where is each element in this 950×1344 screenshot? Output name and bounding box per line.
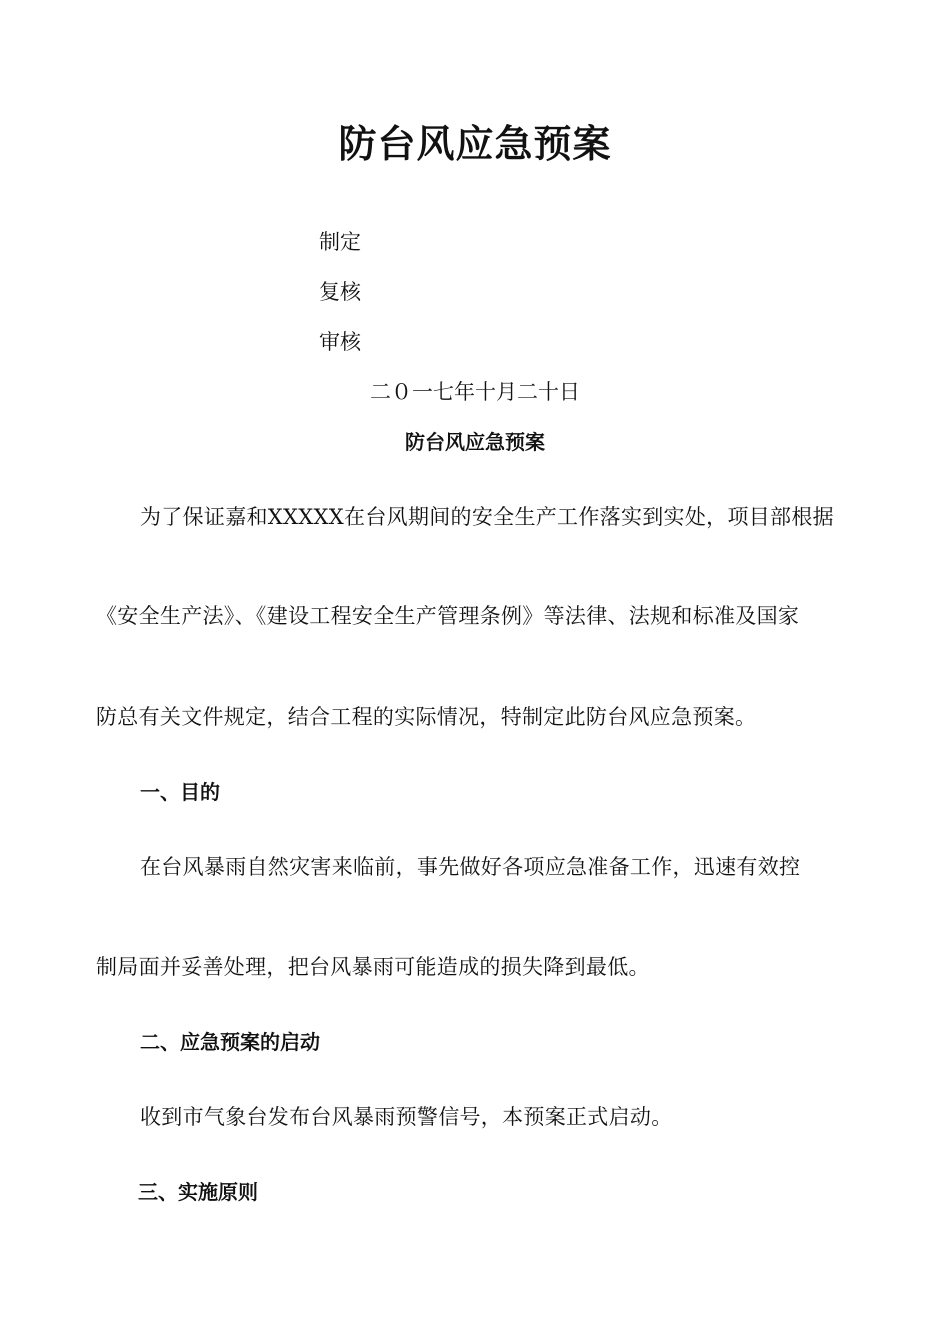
document-subtitle: 防台风应急预案 [405, 430, 545, 454]
purpose-line-1: 在台风暴雨自然灾害来临前，事先做好各项应急准备工作，迅速有效控 [140, 855, 801, 879]
cover-title: 防台风应急预案 [338, 122, 612, 166]
purpose-line-2: 制局面并妥善处理，把台风暴雨可能造成的损失降到最低。 [96, 955, 650, 979]
activation-line-1: 收到市气象台发布台风暴雨预警信号，本预案正式启动。 [140, 1105, 673, 1129]
signoff-reviewed: 复核 [319, 280, 361, 304]
signoff-approved: 审核 [319, 330, 361, 354]
signoff-prepared: 制定 [319, 230, 361, 254]
section-heading-activation: 二、应急预案的启动 [140, 1030, 320, 1054]
intro-line-2: 《安全生产法》、《建设工程安全生产管理条例》等法律、法规和标准及国家 [96, 604, 800, 628]
section-heading-principles: 三、实施原则 [138, 1180, 258, 1204]
intro-line-1: 为了保证嘉和XXXXX在台风期间的安全生产工作落实到实处，项目部根据 [140, 505, 834, 529]
section-heading-purpose: 一、目的 [140, 780, 220, 804]
intro-line-3: 防总有关文件规定，结合工程的实际情况，特制定此防台风应急预案。 [96, 705, 757, 729]
cover-date: 二０一七年十月二十日 [370, 380, 580, 404]
